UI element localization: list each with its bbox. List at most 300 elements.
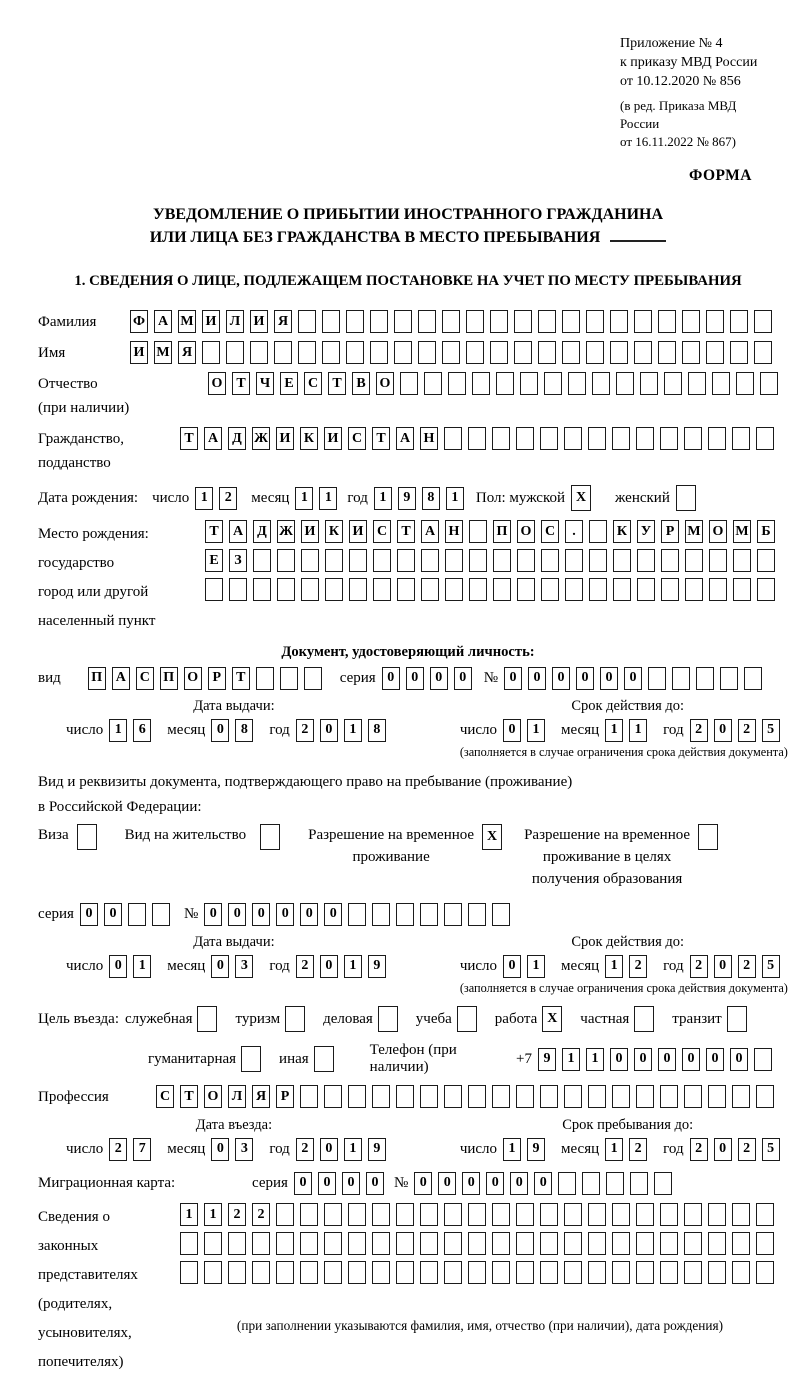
form-cell[interactable]: К xyxy=(613,520,631,543)
form-cell[interactable] xyxy=(300,1261,318,1284)
form-cell[interactable]: М xyxy=(733,520,751,543)
form-cell[interactable] xyxy=(637,578,655,601)
form-cell[interactable] xyxy=(277,549,295,572)
form-cell[interactable] xyxy=(492,1085,510,1108)
rvp-number-cells[interactable] xyxy=(204,903,516,926)
form-cell[interactable] xyxy=(672,667,690,690)
form-cell[interactable]: 0 xyxy=(706,1048,724,1071)
form-cell[interactable]: Ж xyxy=(252,427,270,450)
doc-issue-day-cells[interactable] xyxy=(109,719,157,742)
form-cell[interactable] xyxy=(468,1085,486,1108)
form-cell[interactable]: И xyxy=(250,310,268,333)
form-cell[interactable] xyxy=(372,1203,390,1226)
legal-reps-row2-cells[interactable] xyxy=(180,1232,780,1255)
surname-cells[interactable] xyxy=(130,310,778,333)
form-cell[interactable]: 1 xyxy=(344,955,362,978)
form-cell[interactable]: 0 xyxy=(682,1048,700,1071)
migration-series-cells[interactable] xyxy=(294,1172,390,1195)
form-cell[interactable]: 0 xyxy=(714,1138,732,1161)
form-cell[interactable]: 0 xyxy=(104,903,122,926)
form-cell[interactable] xyxy=(348,903,366,926)
form-cell[interactable]: 1 xyxy=(527,719,545,742)
form-cell[interactable] xyxy=(588,1203,606,1226)
form-cell[interactable] xyxy=(514,341,532,364)
form-cell[interactable] xyxy=(394,341,412,364)
form-cell[interactable] xyxy=(541,549,559,572)
form-cell[interactable] xyxy=(636,1261,654,1284)
form-cell[interactable]: 9 xyxy=(368,1138,386,1161)
form-cell[interactable] xyxy=(298,341,316,364)
form-cell[interactable]: 0 xyxy=(228,903,246,926)
form-cell[interactable]: 8 xyxy=(235,719,253,742)
form-cell[interactable] xyxy=(493,549,511,572)
form-cell[interactable]: Т xyxy=(180,1085,198,1108)
birth-place-row3-cells[interactable] xyxy=(205,578,781,601)
form-cell[interactable] xyxy=(706,341,724,364)
form-cell[interactable] xyxy=(469,578,487,601)
form-cell[interactable]: 9 xyxy=(538,1048,556,1071)
form-cell[interactable]: 0 xyxy=(503,719,521,742)
form-cell[interactable]: 0 xyxy=(528,667,546,690)
form-cell[interactable]: 0 xyxy=(610,1048,628,1071)
form-cell[interactable] xyxy=(396,1261,414,1284)
purpose-tourism-checkbox[interactable] xyxy=(285,1006,311,1032)
purpose-humanitarian-checkbox[interactable] xyxy=(241,1046,267,1072)
form-cell[interactable] xyxy=(612,1261,630,1284)
form-cell[interactable] xyxy=(372,1232,390,1255)
rvp-education-checkbox[interactable] xyxy=(698,824,724,850)
form-cell[interactable]: 1 xyxy=(180,1203,198,1226)
form-cell[interactable] xyxy=(586,310,604,333)
doc-issue-year-cells[interactable] xyxy=(296,719,392,742)
form-cell[interactable] xyxy=(640,372,658,395)
form-cell[interactable]: 5 xyxy=(762,955,780,978)
purpose-other-checkbox[interactable] xyxy=(314,1046,340,1072)
form-cell[interactable]: Р xyxy=(276,1085,294,1108)
form-cell[interactable]: 2 xyxy=(228,1203,246,1226)
form-cell[interactable] xyxy=(760,372,778,395)
form-cell[interactable] xyxy=(324,1085,342,1108)
form-cell[interactable]: И xyxy=(276,427,294,450)
form-cell[interactable] xyxy=(660,1203,678,1226)
form-cell[interactable]: Л xyxy=(226,310,244,333)
form-cell[interactable] xyxy=(202,341,220,364)
form-cell[interactable] xyxy=(756,427,774,450)
form-cell[interactable] xyxy=(696,667,714,690)
form-cell[interactable]: 2 xyxy=(296,719,314,742)
stay-year-cells[interactable] xyxy=(690,1138,786,1161)
form-cell[interactable]: 2 xyxy=(738,719,756,742)
form-cell[interactable] xyxy=(540,427,558,450)
form-cell[interactable] xyxy=(582,1172,600,1195)
form-cell[interactable] xyxy=(682,310,700,333)
form-cell[interactable] xyxy=(322,341,340,364)
form-cell[interactable] xyxy=(516,1203,534,1226)
form-cell[interactable]: 9 xyxy=(527,1138,545,1161)
form-cell[interactable]: 1 xyxy=(295,487,313,510)
form-cell[interactable] xyxy=(712,372,730,395)
form-cell[interactable]: 2 xyxy=(690,719,708,742)
form-cell[interactable]: А xyxy=(204,427,222,450)
checkbox-cell[interactable] xyxy=(698,824,718,850)
form-cell[interactable] xyxy=(472,372,490,395)
checkbox-cell[interactable] xyxy=(457,1006,477,1032)
form-cell[interactable]: И xyxy=(130,341,148,364)
form-cell[interactable]: 8 xyxy=(422,487,440,510)
form-cell[interactable]: 0 xyxy=(714,719,732,742)
form-cell[interactable] xyxy=(420,1261,438,1284)
form-cell[interactable]: 2 xyxy=(252,1203,270,1226)
form-cell[interactable] xyxy=(442,310,460,333)
form-cell[interactable] xyxy=(252,1232,270,1255)
form-cell[interactable] xyxy=(277,578,295,601)
form-cell[interactable] xyxy=(564,427,582,450)
form-cell[interactable] xyxy=(732,1203,750,1226)
form-cell[interactable] xyxy=(685,549,703,572)
form-cell[interactable] xyxy=(468,1232,486,1255)
birth-year-cells[interactable] xyxy=(374,487,470,510)
form-cell[interactable] xyxy=(517,549,535,572)
form-cell[interactable] xyxy=(562,310,580,333)
form-cell[interactable]: 2 xyxy=(738,955,756,978)
form-cell[interactable]: 2 xyxy=(296,1138,314,1161)
form-cell[interactable] xyxy=(469,520,487,543)
form-cell[interactable] xyxy=(684,1261,702,1284)
form-cell[interactable] xyxy=(730,341,748,364)
form-cell[interactable] xyxy=(274,341,292,364)
birth-day-cells[interactable] xyxy=(195,487,243,510)
form-cell[interactable]: Т xyxy=(205,520,223,543)
form-cell[interactable] xyxy=(301,578,319,601)
form-cell[interactable]: А xyxy=(154,310,172,333)
form-cell[interactable]: 1 xyxy=(195,487,213,510)
form-cell[interactable]: Р xyxy=(661,520,679,543)
form-cell[interactable]: 1 xyxy=(629,719,647,742)
patronymic-cells[interactable] xyxy=(208,372,784,395)
legal-reps-row3-cells[interactable] xyxy=(180,1261,780,1284)
form-cell[interactable]: 3 xyxy=(235,1138,253,1161)
checkbox-cell[interactable]: X xyxy=(482,824,502,850)
form-cell[interactable] xyxy=(394,310,412,333)
checkbox-cell[interactable] xyxy=(285,1006,305,1032)
form-cell[interactable] xyxy=(324,1232,342,1255)
form-cell[interactable]: П xyxy=(88,667,106,690)
form-cell[interactable]: А xyxy=(421,520,439,543)
form-cell[interactable] xyxy=(420,903,438,926)
form-cell[interactable]: Н xyxy=(445,520,463,543)
form-cell[interactable] xyxy=(754,1048,772,1071)
form-cell[interactable] xyxy=(606,1172,624,1195)
sex-male-checkbox[interactable] xyxy=(571,485,597,511)
stay-month-cells[interactable] xyxy=(605,1138,653,1161)
form-cell[interactable]: Ч xyxy=(256,372,274,395)
form-cell[interactable]: Т xyxy=(180,427,198,450)
form-cell[interactable] xyxy=(468,427,486,450)
form-cell[interactable] xyxy=(565,549,583,572)
form-cell[interactable]: 0 xyxy=(324,903,342,926)
form-cell[interactable] xyxy=(660,427,678,450)
purpose-business-checkbox[interactable] xyxy=(378,1006,404,1032)
form-cell[interactable]: К xyxy=(325,520,343,543)
form-cell[interactable] xyxy=(708,1261,726,1284)
form-cell[interactable] xyxy=(252,1261,270,1284)
form-cell[interactable]: С xyxy=(136,667,154,690)
form-cell[interactable]: А xyxy=(229,520,247,543)
form-cell[interactable] xyxy=(730,310,748,333)
form-cell[interactable]: 0 xyxy=(294,1172,312,1195)
rvp-expiry-month-cells[interactable] xyxy=(605,955,653,978)
form-cell[interactable] xyxy=(658,310,676,333)
form-cell[interactable]: 0 xyxy=(382,667,400,690)
form-cell[interactable] xyxy=(348,1232,366,1255)
form-cell[interactable] xyxy=(634,341,652,364)
form-cell[interactable] xyxy=(468,1261,486,1284)
form-cell[interactable] xyxy=(708,1232,726,1255)
form-cell[interactable] xyxy=(588,1261,606,1284)
form-cell[interactable]: 1 xyxy=(605,1138,623,1161)
form-cell[interactable] xyxy=(564,1085,582,1108)
form-cell[interactable] xyxy=(346,310,364,333)
form-cell[interactable] xyxy=(253,578,271,601)
form-cell[interactable] xyxy=(300,1203,318,1226)
form-cell[interactable] xyxy=(229,578,247,601)
form-cell[interactable] xyxy=(370,341,388,364)
form-cell[interactable]: 2 xyxy=(219,487,237,510)
form-cell[interactable] xyxy=(732,1261,750,1284)
rvp-series-cells[interactable] xyxy=(80,903,176,926)
checkbox-cell[interactable] xyxy=(727,1006,747,1032)
form-cell[interactable]: С xyxy=(304,372,322,395)
form-cell[interactable]: С xyxy=(156,1085,174,1108)
form-cell[interactable] xyxy=(276,1232,294,1255)
form-cell[interactable] xyxy=(610,310,628,333)
form-cell[interactable] xyxy=(732,427,750,450)
form-cell[interactable]: 1 xyxy=(109,719,127,742)
form-cell[interactable]: 1 xyxy=(133,955,151,978)
doc-number-cells[interactable] xyxy=(504,667,768,690)
form-cell[interactable]: Р xyxy=(208,667,226,690)
form-cell[interactable] xyxy=(421,549,439,572)
form-cell[interactable] xyxy=(610,341,628,364)
checkbox-cell[interactable]: X xyxy=(571,485,591,511)
form-cell[interactable] xyxy=(468,1203,486,1226)
form-cell[interactable] xyxy=(421,578,439,601)
form-cell[interactable] xyxy=(424,372,442,395)
form-cell[interactable] xyxy=(588,1085,606,1108)
form-cell[interactable] xyxy=(490,310,508,333)
form-cell[interactable] xyxy=(589,578,607,601)
form-cell[interactable]: 1 xyxy=(503,1138,521,1161)
form-cell[interactable] xyxy=(630,1172,648,1195)
form-cell[interactable]: Т xyxy=(328,372,346,395)
form-cell[interactable] xyxy=(325,578,343,601)
form-cell[interactable]: М xyxy=(178,310,196,333)
purpose-private-checkbox[interactable] xyxy=(634,1006,660,1032)
form-cell[interactable]: 5 xyxy=(762,719,780,742)
form-cell[interactable]: 0 xyxy=(714,955,732,978)
form-cell[interactable] xyxy=(520,372,538,395)
form-cell[interactable] xyxy=(589,520,607,543)
form-cell[interactable] xyxy=(661,549,679,572)
form-cell[interactable] xyxy=(444,1261,462,1284)
form-cell[interactable] xyxy=(348,1261,366,1284)
form-cell[interactable] xyxy=(720,667,738,690)
rvp-checkbox[interactable] xyxy=(482,824,508,850)
checkbox-cell[interactable] xyxy=(378,1006,398,1032)
form-cell[interactable]: 2 xyxy=(690,955,708,978)
doc-expiry-month-cells[interactable] xyxy=(605,719,653,742)
form-cell[interactable] xyxy=(708,1203,726,1226)
form-cell[interactable] xyxy=(661,578,679,601)
form-cell[interactable] xyxy=(256,667,274,690)
form-cell[interactable]: 0 xyxy=(438,1172,456,1195)
form-cell[interactable] xyxy=(706,310,724,333)
form-cell[interactable]: 1 xyxy=(344,719,362,742)
form-cell[interactable] xyxy=(466,341,484,364)
form-cell[interactable]: 0 xyxy=(252,903,270,926)
form-cell[interactable]: 1 xyxy=(446,487,464,510)
form-cell[interactable] xyxy=(558,1172,576,1195)
form-cell[interactable]: М xyxy=(685,520,703,543)
form-cell[interactable] xyxy=(444,1085,462,1108)
form-cell[interactable]: Д xyxy=(228,427,246,450)
rvp-issue-year-cells[interactable] xyxy=(296,955,392,978)
form-cell[interactable]: 0 xyxy=(600,667,618,690)
form-cell[interactable] xyxy=(708,427,726,450)
form-cell[interactable] xyxy=(300,1085,318,1108)
form-cell[interactable]: 0 xyxy=(504,667,522,690)
form-cell[interactable]: 0 xyxy=(366,1172,384,1195)
form-cell[interactable] xyxy=(226,341,244,364)
entry-day-cells[interactable] xyxy=(109,1138,157,1161)
form-cell[interactable]: 0 xyxy=(320,1138,338,1161)
form-cell[interactable] xyxy=(756,1203,774,1226)
form-cell[interactable] xyxy=(517,578,535,601)
form-cell[interactable] xyxy=(492,427,510,450)
form-cell[interactable]: С xyxy=(373,520,391,543)
checkbox-cell[interactable] xyxy=(260,824,280,850)
form-cell[interactable]: У xyxy=(637,520,655,543)
form-cell[interactable]: 0 xyxy=(634,1048,652,1071)
phone-cells[interactable] xyxy=(538,1048,778,1071)
entry-year-cells[interactable] xyxy=(296,1138,392,1161)
form-cell[interactable] xyxy=(348,1203,366,1226)
form-cell[interactable]: 1 xyxy=(586,1048,604,1071)
form-cell[interactable] xyxy=(757,549,775,572)
form-cell[interactable]: 0 xyxy=(204,903,222,926)
form-cell[interactable] xyxy=(276,1261,294,1284)
form-cell[interactable]: Я xyxy=(274,310,292,333)
form-cell[interactable] xyxy=(469,549,487,572)
form-cell[interactable]: Л xyxy=(228,1085,246,1108)
form-cell[interactable]: И xyxy=(202,310,220,333)
form-cell[interactable]: 1 xyxy=(204,1203,222,1226)
form-cell[interactable] xyxy=(250,341,268,364)
form-cell[interactable]: Е xyxy=(280,372,298,395)
form-cell[interactable]: И xyxy=(324,427,342,450)
form-cell[interactable] xyxy=(466,310,484,333)
form-cell[interactable] xyxy=(736,372,754,395)
form-cell[interactable]: 0 xyxy=(109,955,127,978)
citizenship-cells[interactable] xyxy=(180,427,780,450)
form-cell[interactable] xyxy=(349,549,367,572)
migration-number-cells[interactable] xyxy=(414,1172,678,1195)
form-cell[interactable] xyxy=(540,1203,558,1226)
form-cell[interactable] xyxy=(564,1261,582,1284)
form-cell[interactable]: 0 xyxy=(414,1172,432,1195)
form-cell[interactable]: Я xyxy=(252,1085,270,1108)
form-cell[interactable] xyxy=(540,1085,558,1108)
checkbox-cell[interactable] xyxy=(676,485,696,511)
form-cell[interactable] xyxy=(444,1232,462,1255)
form-cell[interactable] xyxy=(541,578,559,601)
form-cell[interactable] xyxy=(682,341,700,364)
form-cell[interactable] xyxy=(324,1203,342,1226)
form-cell[interactable]: Д xyxy=(253,520,271,543)
form-cell[interactable]: Н xyxy=(420,427,438,450)
form-cell[interactable] xyxy=(688,372,706,395)
form-cell[interactable]: 1 xyxy=(605,719,623,742)
doc-type-cells[interactable] xyxy=(88,667,328,690)
form-cell[interactable] xyxy=(442,341,460,364)
form-cell[interactable] xyxy=(490,341,508,364)
form-cell[interactable] xyxy=(612,427,630,450)
form-cell[interactable] xyxy=(420,1085,438,1108)
form-cell[interactable]: И xyxy=(301,520,319,543)
form-cell[interactable] xyxy=(348,1085,366,1108)
rvp-expiry-day-cells[interactable] xyxy=(503,955,551,978)
form-cell[interactable]: 1 xyxy=(319,487,337,510)
form-cell[interactable] xyxy=(420,1232,438,1255)
checkbox-cell[interactable]: X xyxy=(542,1006,562,1032)
form-cell[interactable] xyxy=(301,549,319,572)
form-cell[interactable] xyxy=(562,341,580,364)
form-cell[interactable] xyxy=(418,310,436,333)
form-cell[interactable]: П xyxy=(493,520,511,543)
form-cell[interactable]: 2 xyxy=(296,955,314,978)
form-cell[interactable] xyxy=(634,310,652,333)
form-cell[interactable]: Т xyxy=(397,520,415,543)
form-cell[interactable] xyxy=(397,578,415,601)
form-cell[interactable] xyxy=(754,310,772,333)
form-cell[interactable]: М xyxy=(154,341,172,364)
form-cell[interactable]: . xyxy=(565,520,583,543)
form-cell[interactable]: О xyxy=(376,372,394,395)
form-cell[interactable] xyxy=(492,1203,510,1226)
form-cell[interactable]: 2 xyxy=(109,1138,127,1161)
form-cell[interactable]: 0 xyxy=(80,903,98,926)
form-cell[interactable] xyxy=(568,372,586,395)
form-cell[interactable] xyxy=(540,1261,558,1284)
form-cell[interactable] xyxy=(754,341,772,364)
form-cell[interactable] xyxy=(448,372,466,395)
form-cell[interactable] xyxy=(492,1261,510,1284)
doc-expiry-day-cells[interactable] xyxy=(503,719,551,742)
form-cell[interactable] xyxy=(588,1232,606,1255)
checkbox-cell[interactable] xyxy=(314,1046,334,1072)
form-cell[interactable] xyxy=(684,1085,702,1108)
form-cell[interactable]: 0 xyxy=(510,1172,528,1195)
form-cell[interactable] xyxy=(660,1261,678,1284)
form-cell[interactable] xyxy=(205,578,223,601)
form-cell[interactable]: 6 xyxy=(133,719,151,742)
profession-cells[interactable] xyxy=(156,1085,780,1108)
checkbox-cell[interactable] xyxy=(197,1006,217,1032)
doc-issue-month-cells[interactable] xyxy=(211,719,259,742)
form-cell[interactable] xyxy=(684,427,702,450)
form-cell[interactable]: 0 xyxy=(320,719,338,742)
form-cell[interactable] xyxy=(276,1203,294,1226)
